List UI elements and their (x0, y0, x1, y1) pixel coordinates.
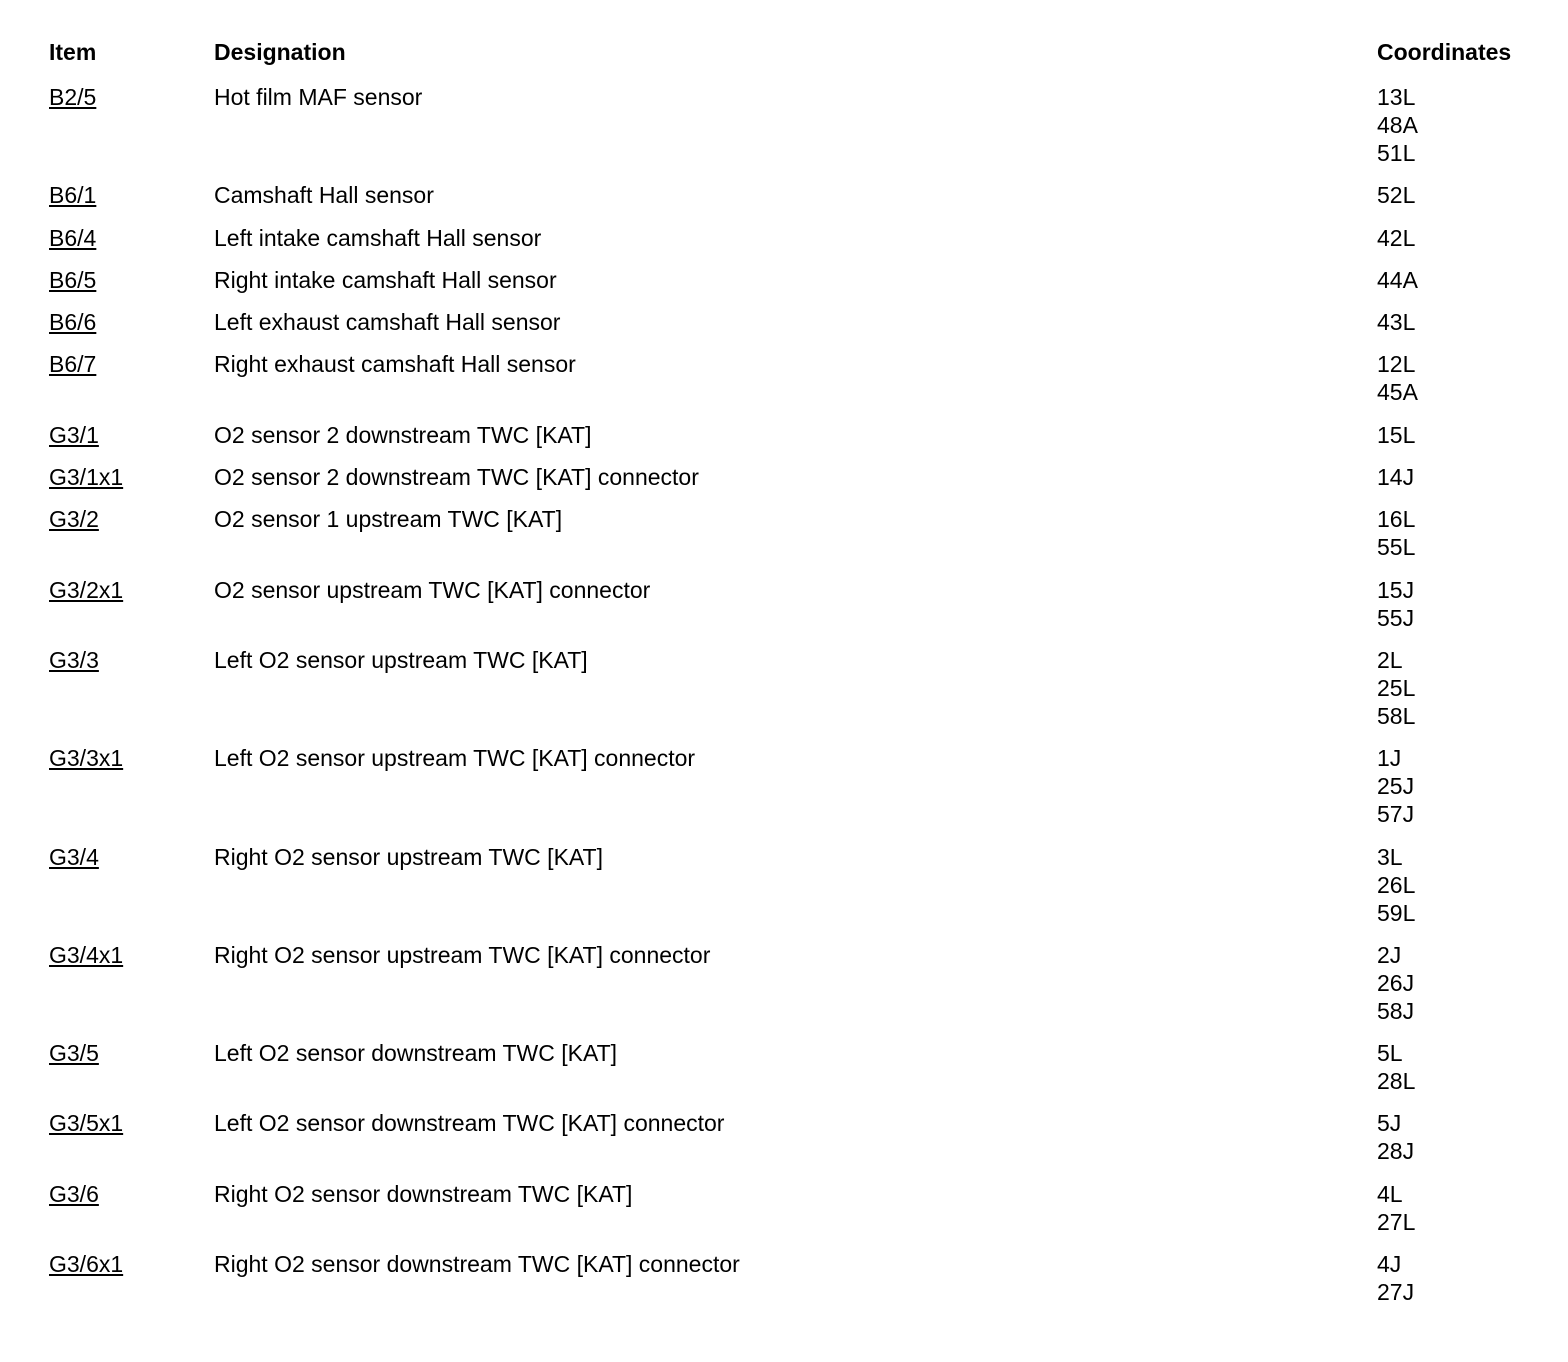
table-row (0, 421, 1568, 449)
table-header (0, 39, 1568, 69)
coordinate-value: 27L (1377, 1208, 1416, 1235)
table-row (0, 308, 1568, 336)
coordinate-value: 28L (1377, 1068, 1416, 1095)
item-link[interactable]: G3/2x1 (49, 576, 124, 603)
coordinate-value: 57J (1377, 801, 1415, 828)
designation-text: O2 sensor upstream TWC [KAT] connector (214, 576, 651, 603)
coordinate-value: 58L (1377, 702, 1416, 729)
item-link[interactable]: G3/1 (49, 421, 99, 448)
item-link[interactable]: G3/3 (49, 646, 99, 673)
coordinate-value: 48A (1377, 112, 1418, 138)
table-row (0, 646, 1568, 730)
item-link[interactable]: G3/4x1 (49, 941, 124, 968)
item-link[interactable]: G3/1x1 (49, 464, 124, 491)
table-row (0, 941, 1568, 1025)
item-link[interactable]: B2/5 (49, 84, 97, 110)
coordinates-cell (1377, 224, 1568, 252)
coordinates-cell (1377, 646, 1568, 730)
coordinate-value: 44A (1377, 266, 1418, 293)
designation-text: Right O2 sensor upstream TWC [KAT] connector (214, 941, 711, 968)
designation-text: O2 sensor 2 downstream TWC [KAT] connector (214, 464, 699, 491)
designation-text: O2 sensor 1 upstream TWC [KAT] (214, 506, 563, 533)
coordinate-value: 55L (1377, 534, 1416, 561)
item-link[interactable]: G3/5 (49, 1040, 99, 1067)
coordinate-value: 55J (1377, 604, 1415, 631)
column-header-designation: Designation (214, 39, 346, 65)
coordinate-value: 4J (1377, 1251, 1402, 1278)
column-header-coordinates: Coordinates (1377, 39, 1512, 65)
coordinates-cell (1377, 843, 1568, 927)
designation-text: Right O2 sensor upstream TWC [KAT] (214, 843, 603, 870)
item-link[interactable]: G3/6x1 (49, 1251, 124, 1278)
coordinate-value: 12L (1377, 351, 1416, 378)
coordinate-value: 5J (1377, 1110, 1402, 1137)
coordinates-cell (1377, 1250, 1568, 1306)
coordinate-value: 43L (1377, 309, 1416, 336)
table-row (0, 350, 1568, 406)
coordinate-value: 5L (1377, 1040, 1403, 1067)
coordinate-value: 16L (1377, 506, 1416, 533)
coordinates-cell (1377, 505, 1568, 561)
coordinates-cell (1377, 1180, 1568, 1236)
coordinate-value: 25L (1377, 674, 1416, 701)
item-link[interactable]: G3/5x1 (49, 1110, 124, 1137)
table-row (0, 224, 1568, 252)
coordinates-cell (1377, 266, 1568, 294)
table-row (0, 181, 1568, 209)
table-row (0, 83, 1568, 167)
coordinate-value: 45A (1377, 379, 1418, 406)
designation-text: Left intake camshaft Hall sensor (214, 224, 542, 251)
table-row (0, 843, 1568, 927)
designation-text: Left O2 sensor downstream TWC [KAT] connector (214, 1110, 725, 1137)
designation-text: Left exhaust camshaft Hall sensor (214, 309, 561, 336)
designation-text: Left O2 sensor upstream TWC [KAT] (214, 646, 588, 673)
coordinate-value: 58J (1377, 997, 1415, 1024)
coordinates-cell (1377, 421, 1568, 449)
item-link[interactable]: G3/6 (49, 1180, 99, 1207)
coordinate-value: 13L (1377, 84, 1416, 110)
item-link[interactable]: B6/6 (49, 309, 97, 336)
coordinates-cell (1377, 463, 1568, 491)
coordinate-value: 3L (1377, 843, 1403, 870)
table-row (0, 505, 1568, 561)
coordinate-value: 28J (1377, 1138, 1415, 1165)
coordinates-cell (1377, 744, 1568, 828)
table-row (0, 1039, 1568, 1095)
coordinate-value: 59L (1377, 899, 1416, 926)
item-link[interactable]: B6/7 (49, 351, 97, 378)
item-link[interactable]: B6/5 (49, 266, 97, 293)
coordinates-cell (1377, 941, 1568, 1025)
coordinate-value: 27J (1377, 1279, 1415, 1306)
coordinate-value: 42L (1377, 224, 1416, 251)
coordinates-cell (1377, 1109, 1568, 1165)
item-link[interactable]: B6/1 (49, 182, 97, 209)
coordinate-value: 2J (1377, 941, 1402, 968)
designation-text: O2 sensor 2 downstream TWC [KAT] (214, 421, 592, 448)
table-row (0, 1180, 1568, 1236)
coordinate-value: 4L (1377, 1180, 1403, 1207)
coordinates-cell (1377, 308, 1568, 336)
table-row (0, 576, 1568, 632)
coordinate-value: 52L (1377, 182, 1416, 209)
table-row (0, 1109, 1568, 1165)
item-link[interactable]: G3/4 (49, 843, 99, 870)
designation-text: Camshaft Hall sensor (214, 182, 434, 209)
coordinate-value: 2L (1377, 646, 1403, 673)
coordinates-cell (1377, 1039, 1568, 1095)
coordinates-cell (1377, 181, 1568, 209)
designation-text: Hot film MAF sensor (214, 84, 423, 110)
coordinates-cell (1377, 83, 1568, 167)
table-row (0, 744, 1568, 828)
designation-text: Right exhaust camshaft Hall sensor (214, 351, 576, 378)
table-row (0, 1250, 1568, 1306)
coordinate-value: 26J (1377, 969, 1415, 996)
designation-text: Right O2 sensor downstream TWC [KAT] connector (214, 1251, 740, 1278)
designation-text: Right intake camshaft Hall sensor (214, 266, 557, 293)
coordinate-value: 25J (1377, 773, 1415, 800)
coordinates-cell (1377, 350, 1568, 406)
coordinate-value: 51L (1377, 140, 1416, 166)
designation-text: Left O2 sensor upstream TWC [KAT] connector (214, 745, 696, 772)
column-header-item: Item (49, 39, 97, 65)
designation-text: Right O2 sensor downstream TWC [KAT] (214, 1180, 633, 1207)
table-row (0, 266, 1568, 294)
coordinate-value: 26L (1377, 871, 1416, 898)
coordinates-cell (1377, 576, 1568, 632)
designation-text: Left O2 sensor downstream TWC [KAT] (214, 1040, 618, 1067)
table-row (0, 463, 1568, 491)
item-link[interactable]: G3/2 (49, 506, 99, 533)
coordinate-value: 1J (1377, 745, 1402, 772)
coordinate-value: 14J (1377, 464, 1415, 491)
item-link[interactable]: B6/4 (49, 224, 97, 251)
coordinate-value: 15L (1377, 421, 1416, 448)
coordinate-value: 15J (1377, 576, 1415, 603)
item-link[interactable]: G3/3x1 (49, 745, 124, 772)
component-table (0, 83, 1568, 1320)
